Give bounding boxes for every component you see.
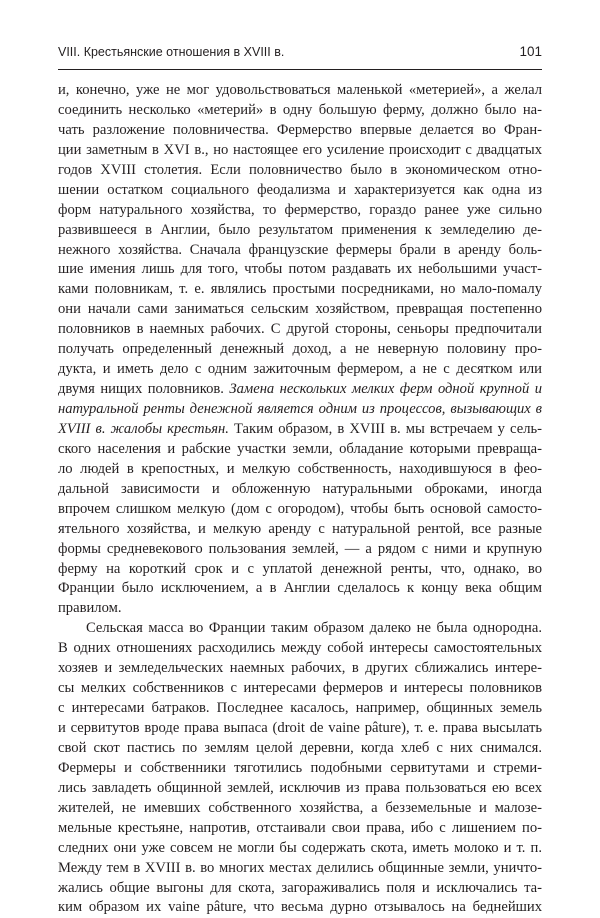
italic-run: XVIII в. жалобы крестьян.	[58, 420, 229, 437]
text-line: ции заметным в XVI в., но настоящее его усиление происходит с двадцатых	[58, 141, 542, 158]
text-line: жителей, не имевших собственного хозяйства, а безземельные и малозе-	[58, 799, 542, 816]
text-line: Франции было исключением, а в Англии сделалось к концу века общим	[58, 580, 542, 597]
text-line: ятельного хозяйства, и мелкую аренду с натуральной рентой, все разные	[58, 520, 542, 537]
text-line: свой скот пастись по землям целой деревни, когда хлеб с них снимался.	[58, 739, 542, 756]
text-line: соединить несколько «метерий» в одну большую ферму, должно было на-	[58, 101, 542, 118]
text-line: ками половникам, т. е. являлись простыми посредниками, но мало-помалу	[58, 281, 542, 298]
text-line: формы средневекового пользования землей, — а рядом с ними и крупную	[58, 540, 542, 557]
text-line: и, конечно, уже не мог удовольствоваться маленькой «метерией», а желал	[58, 82, 542, 98]
text-line: Между тем в XVIII в. во многих местах делились общинные земли, уничто-	[58, 859, 542, 876]
text-line: В одних отношениях расходились между собой интересы самостоятельных	[58, 640, 542, 657]
text-line: они начали сами заниматься сельским хозяйством, превращая постепенно	[58, 301, 542, 318]
text-line: и сервитутов вроде права выпаса (droit de vaine pâture), т. е. права высылать	[58, 720, 542, 736]
header-rule	[58, 69, 542, 70]
text-line: Сельская масса во Франции таким образом далеко не была однородна.	[86, 620, 542, 637]
text-line: получать определенный денежный доход, а не неверную половину про-	[58, 341, 542, 358]
text-line: развившееся в Англии, было результатом применения к земледелию де-	[58, 221, 542, 238]
text-line-mixed	[58, 380, 542, 400]
body-text	[58, 81, 542, 918]
italic-run: Замена нескольких мелких ферм одной крупной и	[229, 381, 542, 398]
text-line: Фермеры и собственники тяготились подобными сервитутами и стреми-	[58, 759, 542, 776]
text-line: мельные крестьяне, напротив, отстаивали свои права, ибо с лишением по-	[58, 819, 542, 836]
page-number: 101	[519, 44, 542, 59]
text-line-mixed	[58, 420, 542, 440]
text-line: ского населения и рабские участки земли, обладание которыми превраща-	[58, 440, 542, 457]
text-line: следних они уже совсем не могли бы содержать скота, иметь молоко и т. п.	[58, 839, 542, 856]
text-line: хозяев и земледельческих наемных рабочих, в других сближались интере-	[58, 660, 542, 677]
text-line: годов XVIII столетия. Если половничество было в экономическом отно-	[58, 161, 542, 178]
text-run: двумя нищих половников.	[58, 381, 224, 398]
text-line-italic: натуральной ренты денежной является одним из процессов, вызывающих в	[58, 401, 542, 417]
text-line: форм натурального хозяйства, то фермерство, гораздо ранее уже сильно	[58, 201, 542, 218]
text-run: Таким образом, в XVIII в. мы встречаем у сель-	[234, 420, 542, 437]
text-line: жались общие выгоны для скота, загораживались поля и исключались та-	[58, 879, 542, 896]
text-line: правилом.	[58, 600, 122, 617]
text-line: шие имения лишь для того, чтобы потом раздавать их небольшими участ-	[58, 261, 542, 278]
text-line: сы мелких собственников с интересами фермеров и интересы половников	[58, 680, 542, 697]
page-header	[58, 44, 542, 64]
text-line: нежного хозяйства. Сначала французские фермеры брали в аренду боль-	[58, 241, 542, 258]
text-line: шении остатком социального феодализма и характеризуется как одна из	[58, 181, 542, 198]
text-line: чать разложение половничества. Фермерство впервые делается во Фран-	[58, 121, 542, 138]
text-line: ким образом их vaine pâture, что весьма дурно отзывалось на беднейших	[58, 899, 542, 916]
text-line: половников в наемных рабочих. С другой стороны, сеньоры предпочитали	[58, 321, 542, 338]
text-line: дальной зависимости и обложенную натуральными оброками, иногда	[58, 480, 542, 497]
text-line: дукта, и иметь дело с одним зажиточным фермером, а не с десятком или	[58, 361, 542, 378]
text-line: лись завладеть общинной землей, исключив из права пользоваться ею всех	[58, 779, 542, 796]
running-title: VIII. Крестьянские отношения в XVIII в.	[58, 45, 285, 59]
text-line: впрочем слишком мелкую (дом с огородом), чтобы быть основой самосто-	[58, 500, 542, 517]
text-line: с интересами батраков. Последнее касалось, например, общинных земель	[58, 700, 542, 717]
text-line: ферму на короткий срок и с уплатой денежной ренты, что, однако, во	[58, 560, 542, 577]
text-line: ло людей в крепостных, и мелкую собственность, находившуюся в феo-	[58, 460, 542, 477]
